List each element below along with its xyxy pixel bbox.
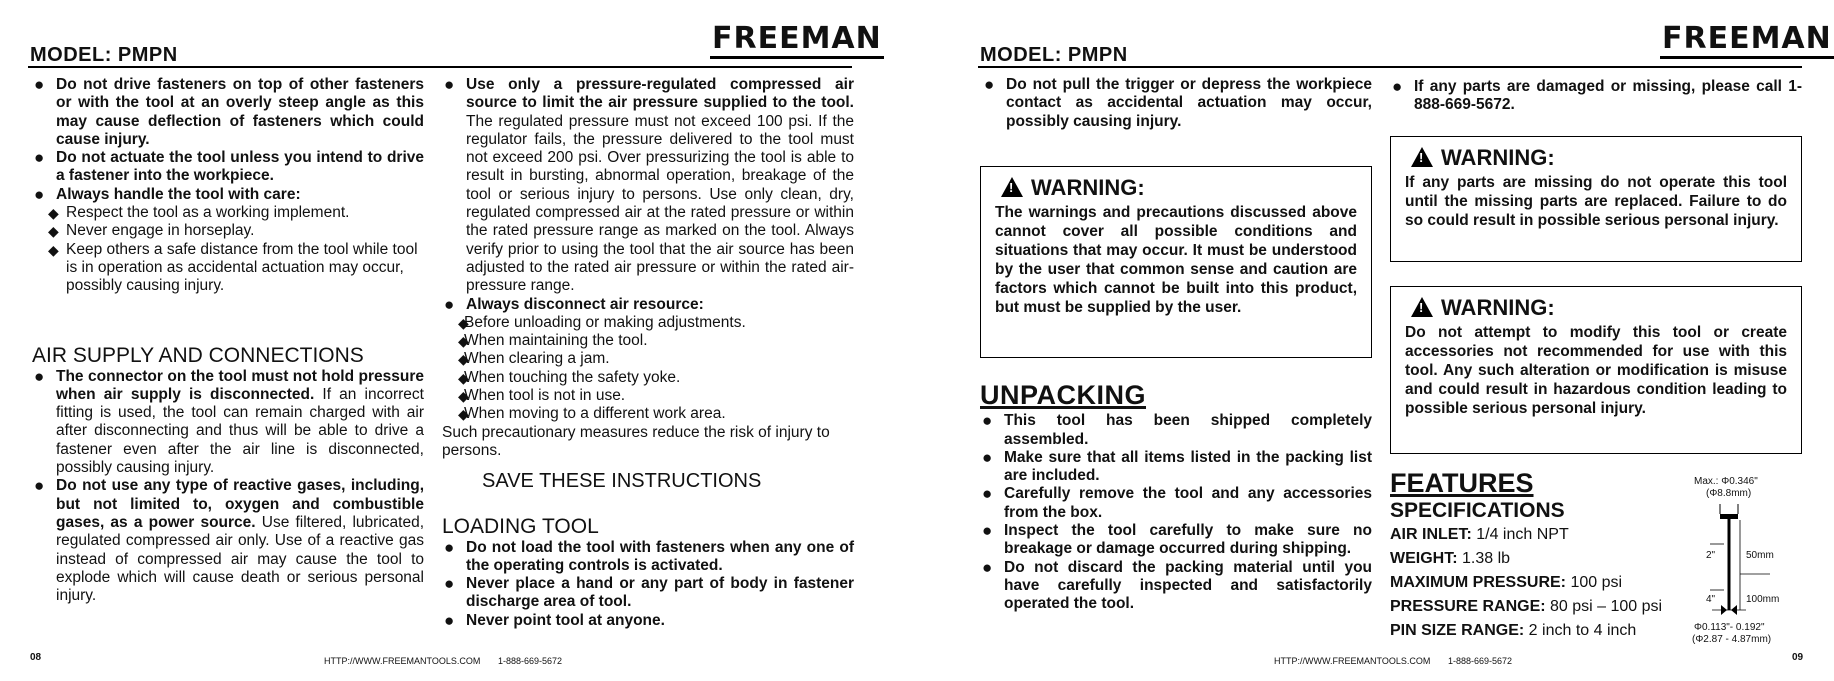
warning-bullet: ● Always handle the tool with care:: [32, 186, 424, 204]
warning-box: [980, 166, 1372, 358]
length-2in: 2": [1706, 550, 1716, 561]
pin-diameter-mm: (Φ2.87 - 4.87mm): [1692, 634, 1772, 645]
spec-row: PRESSURE RANGE: 80 psi – 100 psi: [1390, 598, 1663, 615]
specifications-heading: SPECIFICATIONS: [1390, 499, 1565, 522]
max-diameter-label: Max.: Φ0.346": [1694, 476, 1758, 487]
length-50mm: 50mm: [1746, 550, 1774, 561]
sub-bullet: ◆ When moving to a different work area.: [442, 405, 854, 423]
right-column-1: [982, 76, 1372, 131]
spec-row: WEIGHT: 1.38 lb: [1390, 550, 1511, 567]
warning-bullet: ● Use only a pressure-regulated compressed air source to limit the air pressure supplied to the tool. The regulated pressure must not exceed 100 psi. If the regulator fails, the pressure delivered to the tool must not exceed 200 psi. Over pressurizing the tool is able to result in bursting, abnormal operation, breakage of the tool or serious injury to persons. Use only clean, dry, regulated compressed air at the rated pressure or within the rated pressure range as marked on the tool. Always verify prior to using the tool that the air source has been adjusted to the rated air pressure or within the rated air-pressure range.: [442, 76, 854, 296]
warning-body: Do not attempt to modify this tool or create accessories not recommended for use with this tool. Any such alteration or modification is misuse and could result in hazardous condition leading to possible serious personal injury.: [1405, 324, 1787, 417]
page-number: 09: [1792, 652, 1804, 663]
model-title: MODEL: PMPN: [980, 44, 1128, 66]
warning-bullet: ● Do not load the tool with fasteners when any one of the operating controls is activated.: [442, 539, 854, 576]
right-column-2: [1390, 78, 1802, 115]
warning-icon: !: [1001, 177, 1023, 197]
header-rule: [978, 66, 1802, 68]
precaution-note: Such precautionary measures reduce the risk of injury to persons.: [442, 423, 830, 459]
footer-url: HTTP://WWW.FREEMANTOOLS.COM: [1274, 656, 1431, 666]
unpacking-item: ● Do not discard the packing material until you have carefully inspected and satisfactorily operated the tool.: [980, 559, 1372, 614]
unpacking-item: ● Carefully remove the tool and any accessories from the box.: [980, 485, 1372, 522]
warning-bullet: ● Do not pull the trigger or depress the workpiece contact as accidental actuation may occur, possibly causing injury.: [982, 76, 1372, 131]
warning-body: The warnings and precautions discussed above cannot cover all possible conditions and situations that may occur. It must be understood by the user that common sense and caution are factors which cannot be built into this product, but must be supplied by the user.: [995, 204, 1357, 316]
footer-phone: 1-888-669-5672: [1448, 656, 1513, 666]
warning-bullet: ● Do not use any type of reactive gases, including, but not limited to, oxygen and combustible gases, as a power source. Use filtered, lubricated, regulated compressed air only. Use of a reactive gas instead of compressed air may cause the tool to explode which will cause death or serious personal injury.: [32, 477, 424, 605]
unpacking-item: ● Make sure that all items listed in the packing list are included.: [980, 449, 1372, 486]
sub-bullet: ◆ Respect the tool as a working implement.: [32, 204, 424, 222]
warning-box: [1390, 136, 1802, 262]
header-rule: [28, 66, 852, 68]
unpacking-heading: UNPACKING: [980, 380, 1146, 410]
spec-row: AIR INLET: 1/4 inch NPT: [1390, 526, 1569, 543]
spec-row: MAXIMUM PRESSURE: 100 psi: [1390, 574, 1623, 591]
warning-body: If any parts are missing do not operate this tool until the missing parts are replaced. Failure to do so could result in possible serious personal injury.: [1405, 174, 1787, 229]
section-heading: LOADING TOOL: [442, 514, 599, 538]
warning-bullet: ● If any parts are damaged or missing, please call 1-888-669-5672.: [1390, 78, 1802, 115]
warning-bullet: ● Never point tool at anyone.: [442, 612, 854, 630]
max-diameter-mm: (Φ8.8mm): [1706, 488, 1752, 499]
pin-diameter-label: Φ0.113"- 0.192": [1694, 622, 1765, 633]
length-100mm: 100mm: [1746, 594, 1780, 605]
unpacking-section: [980, 380, 1372, 614]
sub-bullet: ◆ When touching the safety yoke.: [442, 369, 854, 387]
left-column-1: [32, 76, 424, 605]
warning-icon: !: [1411, 297, 1433, 317]
left-column-2: [442, 76, 854, 630]
sub-bullet: ◆ When tool is not in use.: [442, 387, 854, 405]
save-instructions: SAVE THESE INSTRUCTIONS: [482, 470, 762, 493]
unpacking-item: ● Inspect the tool carefully to make sure no breakage or damage occurred during shipping.: [980, 522, 1372, 559]
freeman-logo: FREEMAN: [1660, 24, 1834, 59]
sub-bullet: ◆ Before unloading or making adjustments.: [442, 314, 854, 332]
warning-title: ! WARNING:: [1411, 147, 1787, 167]
sub-bullet: ◆ Keep others a safe distance from the tool while tool is in operation as accidental actuation may occur, possibly causing injury.: [32, 241, 424, 296]
warning-title: ! WARNING:: [1411, 297, 1787, 317]
sub-bullet: ◆ When clearing a jam.: [442, 350, 854, 368]
warning-bullet: ● Always disconnect air resource:: [442, 296, 854, 314]
model-title: MODEL: PMPN: [30, 44, 178, 66]
freeman-logo: FREEMAN: [710, 24, 884, 59]
warning-icon: !: [1411, 147, 1433, 167]
warning-box: [1390, 286, 1802, 454]
footer-url: HTTP://WWW.FREEMANTOOLS.COM: [324, 656, 481, 666]
warning-bullet: ● Do not drive fasteners on top of other fasteners or with the tool at an overly steep angle as this may cause deflection of fasteners which could cause injury.: [32, 76, 424, 149]
warning-bullet: ● Never place a hand or any part of body in fastener discharge area of tool.: [442, 575, 854, 612]
warning-title: ! WARNING:: [1001, 177, 1357, 197]
warning-bullet: ● Do not actuate the tool unless you intend to drive a fastener into the workpiece.: [32, 149, 424, 186]
pin-size-diagram: [1690, 474, 1810, 654]
footer-phone: 1-888-669-5672: [498, 656, 563, 666]
spec-row: PIN SIZE RANGE: 2 inch to 4 inch: [1390, 622, 1637, 639]
length-4in: 4": [1706, 594, 1716, 605]
page-number: 08: [30, 652, 42, 663]
warning-bullet: ● The connector on the tool must not hold pressure when air supply is disconnected. If an incorrect fitting is used, the tool can remain charged with air after disconnecting and thus will be able to drive a fastener even after the air line is disconnected, possibly causing injury.: [32, 368, 424, 478]
sub-bullet: ◆ Never engage in horseplay.: [32, 222, 424, 240]
features-section: [1390, 468, 1690, 643]
unpacking-item: ● This tool has been shipped completely assembled.: [980, 412, 1372, 449]
sub-bullet: ◆ When maintaining the tool.: [442, 332, 854, 350]
section-heading: AIR SUPPLY AND CONNECTIONS: [32, 343, 364, 367]
features-heading: FEATURES: [1390, 468, 1534, 498]
